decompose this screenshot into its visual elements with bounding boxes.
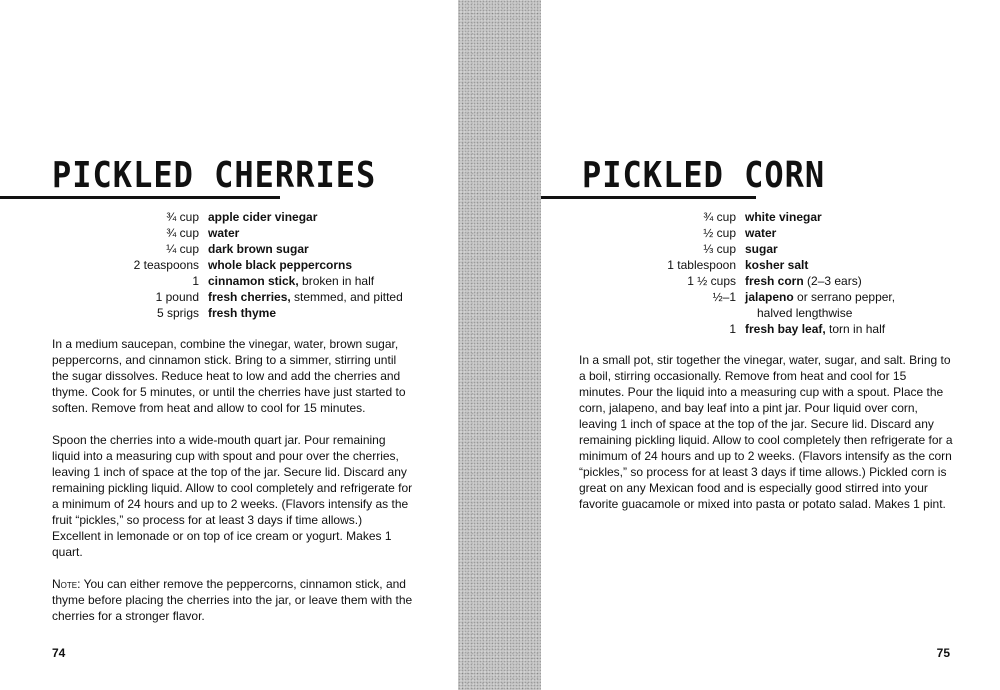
ingredient-quantity: ¾ cup (166, 210, 199, 224)
ingredient-quantity: ½–1 (712, 290, 736, 304)
ingredient-quantity: 1 ½ cups (687, 274, 736, 288)
ingredient-continuation: halved lengthwise (757, 306, 853, 320)
ingredient-row (637, 273, 895, 289)
ingredient-name: whole black peppercorns (208, 258, 353, 272)
book-gutter (458, 0, 541, 690)
ingredient-name: dark brown sugar (208, 242, 309, 256)
ingredient-name: fresh bay leaf, (745, 322, 826, 336)
ingredient-row (637, 209, 895, 225)
ingredient-quantity: ¾ cup (703, 210, 736, 224)
ingredient-list (637, 209, 895, 337)
recipe-title: PICKLED CHERRIES (52, 154, 377, 196)
ingredient-row (100, 241, 403, 257)
recipe-note (52, 576, 414, 624)
title-rule (541, 196, 756, 199)
ingredient-note: stemmed, and pitted (290, 290, 403, 304)
ingredient-quantity: 2 teaspoons (133, 258, 199, 272)
ingredient-row (100, 289, 403, 305)
ingredient-row (637, 241, 895, 257)
ingredient-note: torn in half (825, 322, 886, 336)
ingredient-quantity: ⅓ cup (703, 242, 736, 256)
ingredient-name: water (208, 226, 240, 240)
instruction-paragraph: In a small pot, stir together the vinegar, water, sugar, and salt. Bring to a boil, stirring occasionally. Remove from heat and cool for 15 minutes. Pour the liquid into a measuring cup with a spout. Place the corn, jalapeno, and bay leaf into a pint jar. Pour liquid over corn, leaving 1 inch of space at the top of the jar. Secure lid. Discard any remaining pickling liquid. Allow to cool completely then refrigerate for a minimum of 24 hours and up to 2 weeks. (Flavors intensify as the corn “pickles,” so process for at least 3 days if time allows.) Pickled corn is great on any Mexican food and is especially good stirred into your favorite guacamole or mixed into pasta or potato salad. Makes 1 pint. (579, 353, 953, 511)
ingredient-name: fresh thyme (208, 306, 277, 320)
ingredient-row (637, 289, 895, 305)
ingredient-note: (2–3 ears) (803, 274, 862, 288)
ingredient-name: sugar (745, 242, 778, 256)
right-page (541, 0, 1000, 690)
note-text: You can either remove the peppercorns, cinnamon stick, and thyme before placing the cherries into the jar, or leave them with the cherries for a stronger flavor. (52, 577, 413, 623)
ingredient-list (100, 209, 403, 321)
ingredient-name: white vinegar (745, 210, 822, 224)
ingredient-name: fresh corn (745, 274, 804, 288)
instruction-paragraph: In a medium saucepan, combine the vinegar, water, brown sugar, peppercorns, and cinnamon stick. Bring to a simmer, stirring until the sugar dissolves. Reduce heat to low and add the cherries and thyme. Cook for 5 minutes, or until the cherries have just started to soften. Remove from heat and allow to cool for 15 minutes. (52, 337, 406, 415)
ingredient-note: broken in half (298, 274, 375, 288)
ingredient-quantity: ¼ cup (166, 242, 199, 256)
ingredient-quantity: 5 sprigs (156, 306, 199, 320)
ingredient-quantity: ¾ cup (166, 226, 199, 240)
ingredient-row (637, 305, 895, 321)
left-page (0, 0, 458, 690)
instruction-paragraph: Spoon the cherries into a wide-mouth quart jar. Pour remaining liquid into a measuring cup with spout and pour over the cherries, leaving 1 inch of space at the top of the jar. Secure lid. Discard any remaining pickling liquid. Allow to cool completely and refrigerate for a minimum of 24 hours and up to 2 weeks. (Flavors intensify as the fruit “pickles,” so process for at least 3 days if time allows.) Excellent in lemonade or on top of ice cream or yogurt. Makes 1 quart. (52, 433, 413, 559)
ingredient-quantity: 1 (729, 322, 736, 336)
ingredient-name: fresh cherries, (208, 290, 291, 304)
page-number: 75 (936, 646, 950, 660)
note-label: Note: (52, 577, 81, 591)
ingredient-quantity: ½ cup (703, 226, 736, 240)
recipe-instructions (52, 336, 414, 640)
ingredient-name: jalapeno (745, 290, 794, 304)
ingredient-row (100, 273, 403, 289)
ingredient-name: kosher salt (745, 258, 809, 272)
ingredient-row (637, 225, 895, 241)
ingredient-quantity (637, 305, 745, 321)
ingredient-name: water (745, 226, 777, 240)
ingredient-row (100, 225, 403, 241)
recipe-title: PICKLED CORN (582, 154, 826, 196)
ingredient-name: cinnamon stick, (208, 274, 299, 288)
ingredient-row (637, 321, 895, 337)
ingredient-quantity: 1 (192, 274, 199, 288)
ingredient-row (100, 305, 403, 321)
ingredient-row (100, 209, 403, 225)
page-number: 74 (52, 646, 66, 660)
ingredient-row (637, 257, 895, 273)
ingredient-quantity: 1 tablespoon (667, 258, 736, 272)
title-rule (0, 196, 280, 199)
recipe-instructions (579, 352, 954, 528)
ingredient-name: apple cider vinegar (208, 210, 318, 224)
ingredient-quantity: 1 pound (155, 290, 199, 304)
ingredient-row (100, 257, 403, 273)
ingredient-note: or serrano pepper, (793, 290, 896, 304)
